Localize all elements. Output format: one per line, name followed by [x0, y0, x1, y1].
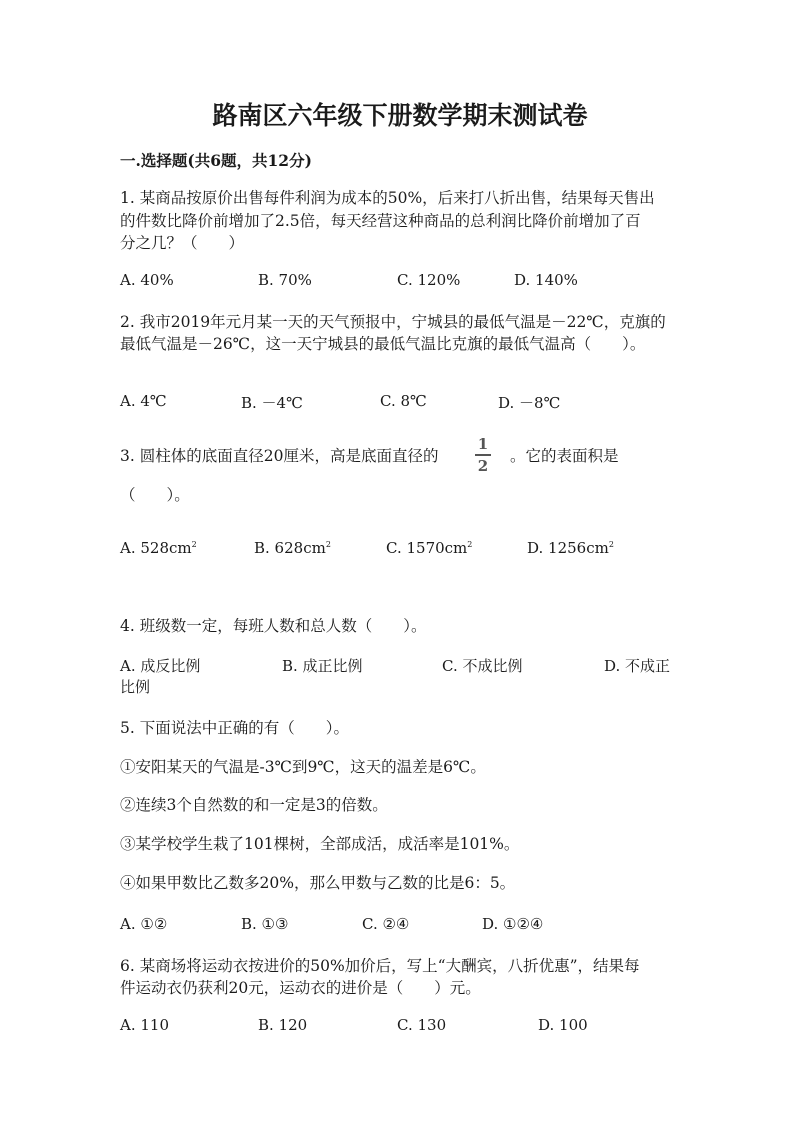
- fraction-bar: [475, 454, 491, 456]
- q5-statement-2: ②连续3个自然数的和一定是3的倍数。: [120, 796, 388, 814]
- q2-option-a[interactable]: A. 4℃: [120, 392, 167, 410]
- q3-line-2: （ ）。: [120, 486, 190, 504]
- fraction-denominator: 2: [477, 456, 489, 475]
- squared-sup: 2: [325, 540, 331, 549]
- q1-option-a[interactable]: A. 40%: [120, 271, 174, 289]
- q3-option-b-text: B. 628cm: [254, 539, 326, 557]
- q5-statement-4: ④如果甲数比乙数多20%，那么甲数与乙数的比是6：5。: [120, 874, 516, 892]
- q3-option-c[interactable]: [386, 539, 472, 557]
- q3-option-c-text: C. 1570cm: [386, 539, 468, 557]
- q2-option-c[interactable]: C. 8℃: [380, 392, 427, 410]
- page-title: 路南区六年级下册数学期末测试卷: [212, 101, 588, 130]
- q4-option-a[interactable]: A. 成反比例: [120, 657, 201, 675]
- q4-line-1: 4. 班级数一定，每班人数和总人数（ ）。: [120, 617, 427, 635]
- q4-option-d[interactable]: D. 不成正: [604, 657, 671, 675]
- q2-option-b[interactable]: B. －4℃: [241, 394, 303, 412]
- q4-option-d-wrap: 比例: [120, 678, 151, 696]
- q1-option-d[interactable]: D. 140%: [514, 271, 578, 289]
- q2-option-d[interactable]: D. －8℃: [498, 394, 561, 412]
- section-heading: 一.选择题(共6题，共12分): [120, 151, 312, 170]
- q3-option-a[interactable]: [120, 539, 197, 557]
- q3-line-1a: 3. 圆柱体的底面直径20厘米，高是底面直径的: [120, 447, 439, 465]
- q6-option-b[interactable]: B. 120: [258, 1016, 308, 1034]
- q3-option-b[interactable]: [254, 539, 331, 557]
- q6-option-c[interactable]: C. 130: [397, 1016, 447, 1034]
- fraction-one-half: [472, 436, 494, 474]
- q5-line-1: 5. 下面说法中正确的有（ ）。: [120, 719, 349, 737]
- q3-option-a-text: A. 528cm: [120, 539, 192, 557]
- q1-option-b[interactable]: B. 70%: [258, 271, 312, 289]
- q1-option-c[interactable]: C. 120%: [397, 271, 461, 289]
- q1-line-1: 1. 某商品按原价出售每件利润为成本的50%，后来打八折出售，结果每天售出: [120, 189, 655, 207]
- q4-option-c[interactable]: C. 不成比例: [442, 657, 523, 675]
- q2-line-2: 最低气温是－26℃，这一天宁城县的最低气温比克旗的最低气温高（ ）。: [120, 335, 646, 353]
- fraction-numerator: 1: [477, 435, 489, 453]
- q3-line-1b: 。它的表面积是: [510, 447, 619, 465]
- q4-option-b[interactable]: B. 成正比例: [282, 657, 363, 675]
- squared-sup: 2: [191, 540, 197, 549]
- q1-line-3: 分之几？（ ）: [120, 234, 245, 252]
- q5-statement-3: ③某学校学生栽了101棵树，全部成活，成活率是101%。: [120, 835, 520, 853]
- q5-statement-1: ①安阳某天的气温是-3℃到9℃，这天的温差是6℃。: [120, 758, 486, 776]
- squared-sup: 2: [467, 540, 473, 549]
- q5-option-a[interactable]: A. ①②: [120, 915, 168, 933]
- q6-line-2: 件运动衣仍获利20元，运动衣的进价是（ ）元。: [120, 979, 481, 997]
- squared-sup: 2: [608, 540, 614, 549]
- q3-option-d[interactable]: [527, 539, 614, 557]
- q6-option-a[interactable]: A. 110: [120, 1016, 169, 1034]
- q6-line-1: 6. 某商场将运动衣按进价的50%加价后，写上“大酬宾，八折优惠”，结果每: [120, 957, 640, 975]
- q1-line-2: 的件数比降价前增加了2.5倍，每天经营这种商品的总利润比降价前增加了百: [120, 212, 641, 230]
- q6-option-d[interactable]: D. 100: [538, 1016, 588, 1034]
- q5-option-c[interactable]: C. ②④: [362, 915, 410, 933]
- q5-option-b[interactable]: B. ①③: [241, 915, 289, 933]
- q2-line-1: 2. 我市2019年元月某一天的天气预报中，宁城县的最低气温是－22℃，克旗的: [120, 313, 666, 331]
- q3-option-d-text: D. 1256cm: [527, 539, 609, 557]
- q5-option-d[interactable]: D. ①②④: [482, 915, 544, 933]
